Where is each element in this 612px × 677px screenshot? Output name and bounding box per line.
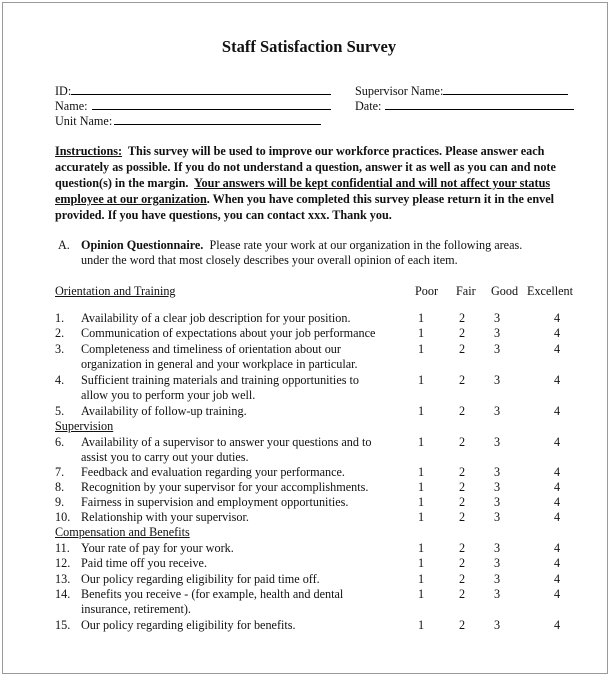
- rating-option-excellent[interactable]: 4: [553, 342, 561, 356]
- date-label: Date:: [355, 99, 382, 113]
- rating-option-good[interactable]: 3: [493, 342, 501, 356]
- rating-option-good[interactable]: 3: [493, 465, 501, 479]
- instructions-text-1: This survey will be used to improve our workforce practices. Please answer each: [127, 144, 545, 158]
- question-number: 12.: [55, 556, 71, 570]
- question-text: Availability of follow-up training.: [81, 404, 247, 418]
- instructions-line-5: provided. If you have questions, you can contact xxx. Thank you.: [55, 208, 392, 222]
- section-heading-orientation: Orientation and Training: [55, 284, 176, 298]
- rating-option-good[interactable]: 3: [493, 480, 501, 494]
- question-text: Your rate of pay for your work.: [81, 541, 234, 555]
- question-text: Availability of a clear job description for your position.: [81, 311, 351, 325]
- instructions-line-4: [55, 192, 575, 207]
- question-text: Communication of expectations about your job performance: [81, 326, 376, 340]
- question-text: Sufficient training materials and training opportunities to: [81, 373, 359, 387]
- rating-option-fair[interactable]: 2: [458, 572, 466, 586]
- rating-option-good[interactable]: 3: [493, 510, 501, 524]
- rating-option-excellent[interactable]: 4: [553, 510, 561, 524]
- rating-option-fair[interactable]: 2: [458, 618, 466, 632]
- rating-option-poor[interactable]: 1: [417, 510, 425, 524]
- rating-option-fair[interactable]: 2: [458, 556, 466, 570]
- rating-option-excellent[interactable]: 4: [553, 541, 561, 555]
- section-a-letter: A.: [58, 238, 70, 252]
- section-heading-supervision: Supervision: [55, 419, 114, 433]
- question-text: Relationship with your supervisor.: [81, 510, 249, 524]
- question-text-continued: insurance, retirement).: [81, 602, 191, 616]
- supervisor-line[interactable]: [443, 84, 568, 95]
- question-text: Benefits you receive - (for example, health and dental: [81, 587, 344, 601]
- rating-option-good[interactable]: 3: [493, 556, 501, 570]
- rating-option-fair[interactable]: 2: [458, 465, 466, 479]
- rating-option-excellent[interactable]: 4: [553, 495, 561, 509]
- rating-option-poor[interactable]: 1: [417, 373, 425, 387]
- question-text: Paid time off you receive.: [81, 556, 208, 570]
- instructions-line-2: accurately as possible. If you do not understand a question, answer it as well as you can and note: [55, 160, 556, 174]
- rating-option-poor[interactable]: 1: [417, 435, 425, 449]
- rating-option-excellent[interactable]: 4: [553, 311, 561, 325]
- rating-option-fair[interactable]: 2: [458, 435, 466, 449]
- rating-option-good[interactable]: 3: [493, 326, 501, 340]
- rating-option-excellent[interactable]: 4: [553, 618, 561, 632]
- rating-option-poor[interactable]: 1: [417, 404, 425, 418]
- rating-option-good[interactable]: 3: [493, 495, 501, 509]
- question-number: 15.: [55, 618, 71, 632]
- rating-option-poor[interactable]: 1: [417, 572, 425, 586]
- rating-option-poor[interactable]: 1: [417, 311, 425, 325]
- section-a-text-1: Please rate your work at our organization in the following areas.: [209, 238, 523, 252]
- unit-field[interactable]: [55, 114, 321, 129]
- rating-option-fair[interactable]: 2: [458, 326, 466, 340]
- question-number: 2.: [55, 326, 65, 340]
- question-text: Availability of a supervisor to answer your questions and to: [81, 435, 372, 449]
- rating-option-fair[interactable]: 2: [458, 587, 466, 601]
- rating-option-poor[interactable]: 1: [417, 556, 425, 570]
- supervisor-label: Supervisor Name:: [355, 84, 444, 98]
- question-text: Our policy regarding eligibility for benefits.: [81, 618, 296, 632]
- rating-option-poor[interactable]: 1: [417, 326, 425, 340]
- rating-option-poor[interactable]: 1: [417, 342, 425, 356]
- scale-excellent: Excellent: [527, 284, 574, 298]
- name-label: Name:: [55, 99, 88, 113]
- rating-option-good[interactable]: 3: [493, 435, 501, 449]
- instructions-line-3: [55, 176, 575, 191]
- survey-page: [2, 2, 608, 674]
- question-number: 5.: [55, 404, 65, 418]
- question-text: Recognition by your supervisor for your accomplishments.: [81, 480, 369, 494]
- rating-option-excellent[interactable]: 4: [553, 465, 561, 479]
- unit-line[interactable]: [114, 114, 321, 125]
- question-text-continued: allow you to perform your job well.: [81, 388, 256, 402]
- question-number: 10.: [55, 510, 71, 524]
- rating-option-excellent[interactable]: 4: [553, 326, 561, 340]
- id-line[interactable]: [71, 84, 331, 95]
- question-text: Feedback and evaluation regarding your performance.: [81, 465, 345, 479]
- question-number: 11.: [55, 541, 70, 555]
- rating-option-good[interactable]: 3: [493, 572, 501, 586]
- id-label: ID:: [55, 84, 72, 98]
- question-number: 13.: [55, 572, 71, 586]
- question-number: 7.: [55, 465, 65, 479]
- page-title: Staff Satisfaction Survey: [221, 37, 397, 56]
- scale-good: Good: [491, 284, 519, 298]
- question-number: 3.: [55, 342, 65, 356]
- date-field[interactable]: [355, 99, 574, 114]
- question-text: Fairness in supervision and employment opportunities.: [81, 495, 349, 509]
- supervisor-field[interactable]: [355, 84, 568, 99]
- question-text: Our policy regarding eligibility for paid time off.: [81, 572, 320, 586]
- rating-option-poor[interactable]: 1: [417, 587, 425, 601]
- unit-label: Unit Name:: [55, 114, 113, 128]
- rating-option-fair[interactable]: 2: [458, 495, 466, 509]
- instructions-lead: Instructions:: [55, 144, 123, 158]
- rating-option-excellent[interactable]: 4: [553, 480, 561, 494]
- instructions-text-4b: . When you have completed this survey please return it in the envel: [206, 192, 554, 206]
- section-a-title: Opinion Questionnaire.: [81, 238, 204, 252]
- question-number: 4.: [55, 373, 65, 387]
- question-number: 9.: [55, 495, 65, 509]
- rating-option-fair[interactable]: 2: [458, 541, 466, 555]
- rating-option-fair[interactable]: 2: [458, 404, 466, 418]
- question-number: 14.: [55, 587, 71, 601]
- rating-option-good[interactable]: 3: [493, 373, 501, 387]
- question-number: 6.: [55, 435, 65, 449]
- id-field[interactable]: [55, 84, 331, 99]
- rating-option-good[interactable]: 3: [493, 404, 501, 418]
- date-line[interactable]: [385, 99, 574, 110]
- rating-option-poor[interactable]: 1: [417, 480, 425, 494]
- scale-fair: Fair: [456, 284, 476, 298]
- instructions-text-3b: Your answers will be kept confidential and will not affect your status: [194, 176, 551, 190]
- rating-option-fair[interactable]: 2: [458, 480, 466, 494]
- section-a-line-2: under the word that most closely describes your overall opinion of each item.: [81, 253, 458, 267]
- rating-option-good[interactable]: 3: [493, 587, 501, 601]
- rating-option-fair[interactable]: 2: [458, 311, 466, 325]
- section-a-line-1: [81, 238, 522, 253]
- question-number: 8.: [55, 480, 65, 494]
- rating-option-excellent[interactable]: 4: [553, 556, 561, 570]
- rating-option-excellent[interactable]: 4: [553, 435, 561, 449]
- rating-option-excellent[interactable]: 4: [553, 572, 561, 586]
- question-number: 1.: [55, 311, 65, 325]
- instructions-line-1: [55, 144, 575, 159]
- rating-option-good[interactable]: 3: [493, 311, 501, 325]
- question-text-continued: assist you to carry out your duties.: [81, 450, 249, 464]
- rating-option-excellent[interactable]: 4: [553, 373, 561, 387]
- rating-option-excellent[interactable]: 4: [553, 404, 561, 418]
- rating-option-excellent[interactable]: 4: [553, 587, 561, 601]
- rating-option-fair[interactable]: 2: [458, 373, 466, 387]
- rating-option-good[interactable]: 3: [493, 618, 501, 632]
- rating-option-poor[interactable]: 1: [417, 465, 425, 479]
- rating-option-poor[interactable]: 1: [417, 618, 425, 632]
- rating-option-fair[interactable]: 2: [458, 510, 466, 524]
- instructions-text-4a: employee at our organization: [55, 192, 207, 206]
- name-field[interactable]: [55, 99, 331, 114]
- scale-poor: Poor: [415, 284, 439, 298]
- rating-option-fair[interactable]: 2: [458, 342, 466, 356]
- rating-option-poor[interactable]: 1: [417, 495, 425, 509]
- rating-option-good[interactable]: 3: [493, 541, 501, 555]
- question-text: Completeness and timeliness of orientation about our: [81, 342, 341, 356]
- name-line[interactable]: [92, 99, 331, 110]
- instructions-text-3a: question(s) in the margin.: [55, 176, 189, 190]
- rating-option-poor[interactable]: 1: [417, 541, 425, 555]
- question-text-continued: organization in general and your workplace in particular.: [81, 357, 358, 371]
- section-heading-compensation: Compensation and Benefits: [55, 525, 190, 539]
